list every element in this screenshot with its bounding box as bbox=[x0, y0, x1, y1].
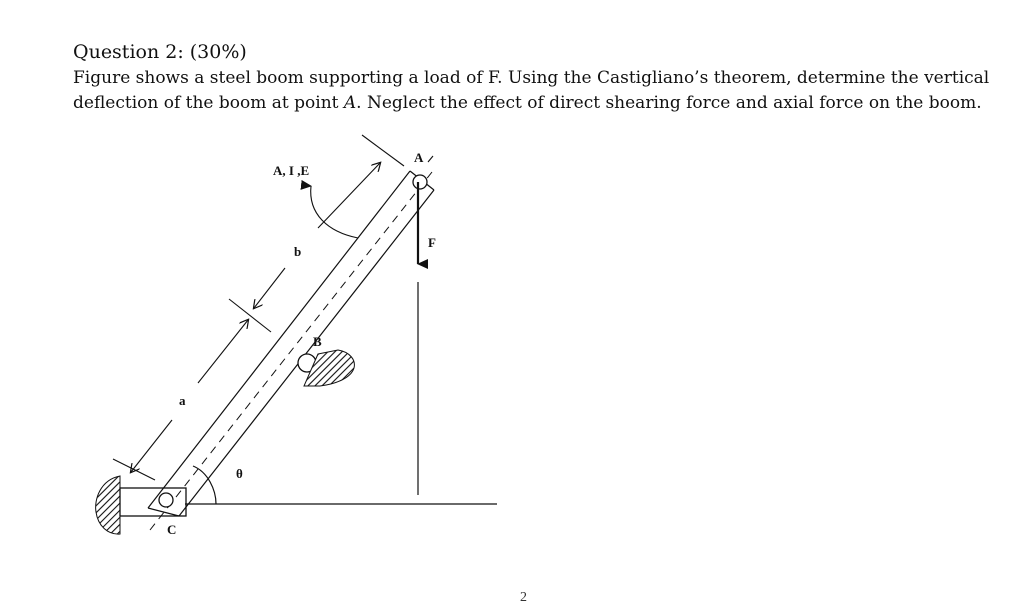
question-point-label: A bbox=[343, 93, 357, 113]
boom-edge-upper bbox=[148, 171, 410, 508]
label-a-dim: a bbox=[179, 393, 186, 408]
dim-a-arrow-upper bbox=[198, 320, 248, 383]
dim-tick-a-end bbox=[362, 135, 404, 166]
question-text-part1: Figure shows a steel boom supporting a load of F. Using the Castigliano’s theorem, determine the vertical deflection of the boom at point bbox=[73, 68, 990, 113]
question-title: Question 2: (30%) bbox=[73, 41, 247, 63]
boom-centerline bbox=[150, 172, 432, 530]
label-a-point: A bbox=[414, 150, 424, 165]
boom-end-c bbox=[148, 508, 179, 516]
label-c-point: C bbox=[167, 522, 177, 537]
dim-a-arrow-lower bbox=[131, 420, 172, 472]
wall-support-c bbox=[96, 476, 120, 534]
tick-near-a bbox=[428, 156, 433, 162]
page-number: 2 bbox=[520, 590, 527, 605]
dim-tick-b-start bbox=[229, 299, 271, 332]
pin-c bbox=[159, 493, 173, 507]
boom-edge-lower bbox=[179, 190, 434, 516]
pin-a bbox=[413, 175, 427, 189]
dim-b-arrow-lower bbox=[254, 268, 285, 308]
label-theta: θ bbox=[236, 466, 243, 481]
dim-b-arrow-upper bbox=[318, 163, 380, 228]
label-b-point: B bbox=[313, 334, 322, 349]
label-section: A, I ,E bbox=[273, 163, 310, 178]
label-b-dim: b bbox=[294, 244, 302, 259]
label-f: F bbox=[428, 235, 436, 250]
question-text-part2: . Neglect the effect of direct shearing force and axial force on the boom. bbox=[356, 93, 982, 113]
